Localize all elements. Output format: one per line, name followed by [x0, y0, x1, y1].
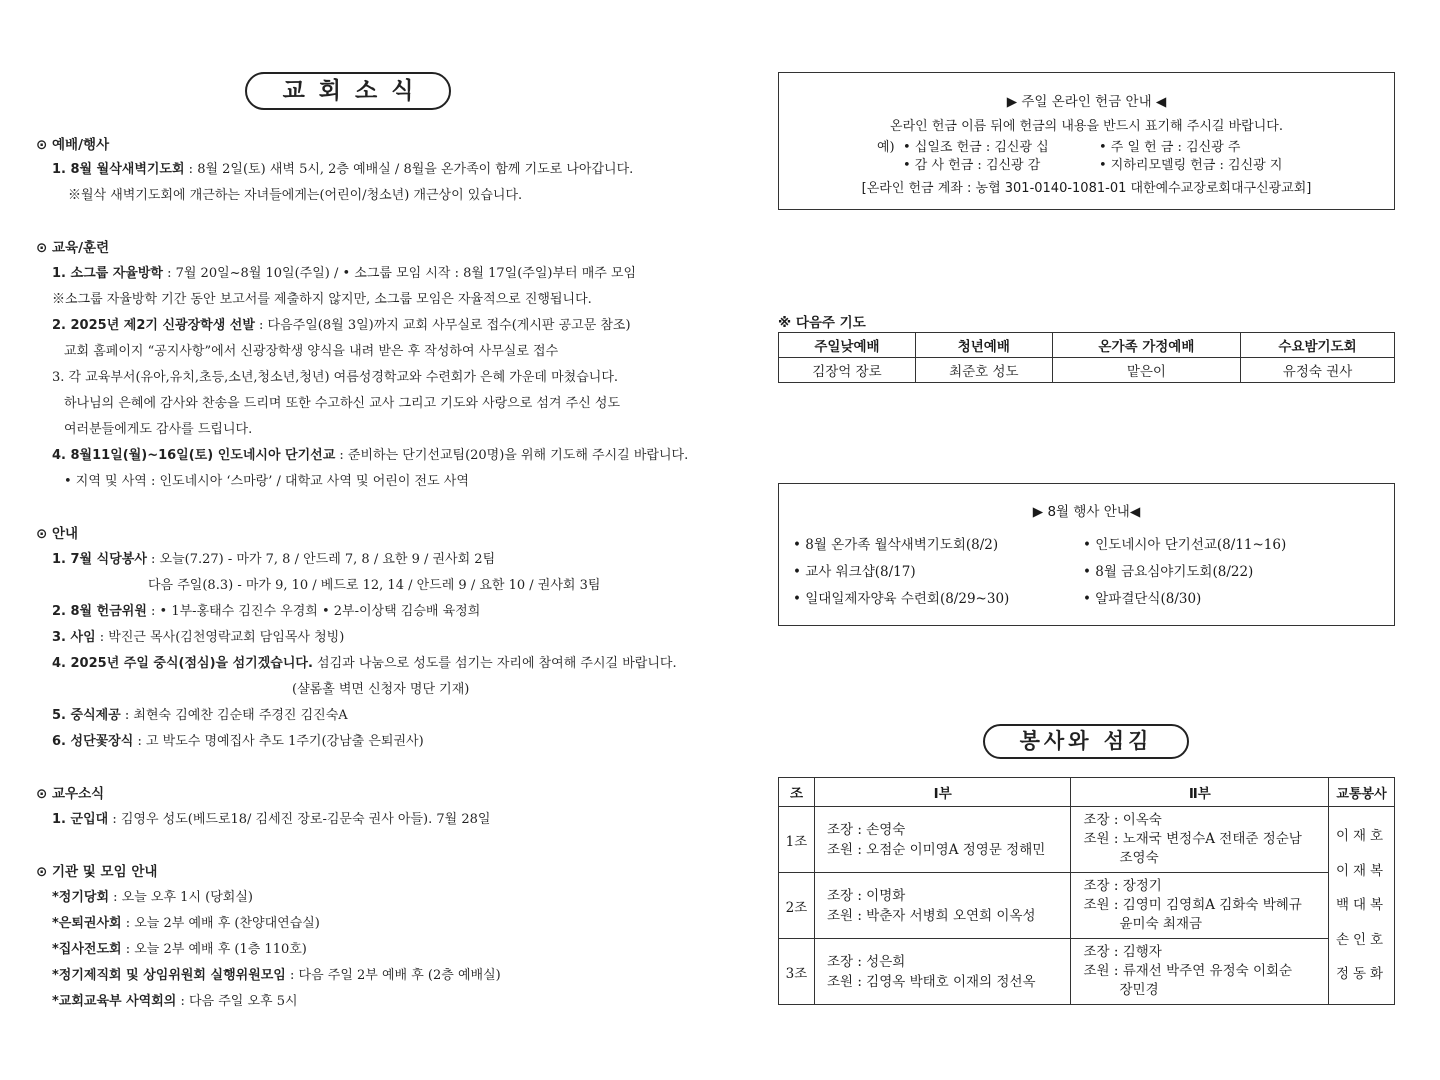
- prayer-value-row: [779, 358, 1395, 383]
- online-offering-example-1: • 십일조 헌금 : 김신광 십: [903, 140, 1049, 155]
- education-line-8: [52, 444, 688, 463]
- education-heading: ⊙ 교육/훈련: [36, 240, 110, 256]
- service-leader: 조장 : 이명화: [826, 887, 906, 904]
- orgs-line-4-label: *정기제직회 및 상임위원회 실행위원모임: [52, 968, 286, 983]
- service-part1-cell: [814, 873, 1071, 939]
- prayer-header-cell: 온가족 가정예배: [1052, 333, 1240, 358]
- notice-line-8-text: : 고 박도수 명예집사 추도 1주기(강남출 은퇴권사): [133, 734, 424, 749]
- worship-line-1-label: 1. 8월 월삭새벽기도회: [52, 162, 185, 177]
- prayer-value-cell: 맡은이: [1052, 358, 1240, 383]
- notice-line-3-label: 2. 8월 헌금위원: [52, 604, 147, 619]
- online-offering-box: [778, 72, 1395, 210]
- online-offering-title: ▶ 주일 온라인 헌금 안내 ◀: [1006, 94, 1167, 110]
- education-line-8-label: 4. 8월11일(월)~16일(토) 인도네시아 단기선교: [52, 448, 336, 463]
- event-item: • 교사 워크샵(8/17): [793, 564, 916, 580]
- notice-line-4-text: : 박진근 목사(김천영락교회 담임목사 청빙): [95, 630, 345, 645]
- traffic-volunteer: 이재복: [1335, 862, 1388, 879]
- orgs-line-2-label: *은퇴권사회: [52, 916, 122, 931]
- education-line-3-text: : 다음주일(8월 3일)까지 교회 사무실로 접수(게시판 공고문 참조): [254, 318, 631, 333]
- friends-line-1: [52, 808, 490, 827]
- service-group: 3조: [779, 939, 815, 1005]
- education-line-7: 여러분들에게도 감사를 드립니다.: [64, 422, 253, 437]
- prayer-header-cell: 주일낮예배: [779, 333, 916, 358]
- notice-line-8-label: 6. 성단꽃장식: [52, 734, 134, 749]
- service-part1-cell: [814, 939, 1071, 1005]
- notice-line-3: [52, 600, 480, 619]
- notice-line-1-label: 1. 7월 식당봉사: [52, 552, 147, 567]
- service-leader: 조장 : 장정기: [1083, 878, 1162, 894]
- friends-line-1-label: 1. 군입대: [52, 812, 109, 827]
- traffic-service-cell: [1329, 807, 1395, 1005]
- orgs-line-3-text: : 오늘 2부 예배 후 (1층 110호): [121, 942, 307, 957]
- education-line-1: [52, 262, 636, 281]
- service-members: 조원 : 노재국 변정수A 전태준 정순남: [1083, 831, 1302, 847]
- orgs-line-4: [52, 964, 501, 983]
- service-part2-cell: [1071, 939, 1329, 1005]
- education-line-3-label: 2. 2025년 제2기 신광장학생 선발: [52, 318, 255, 333]
- service-header-cell: 조: [779, 778, 815, 807]
- orgs-line-5: [52, 990, 298, 1009]
- service-leader: 조장 : 손영숙: [826, 821, 906, 838]
- orgs-line-1-label: *정기당회: [52, 890, 110, 905]
- service-row: [779, 807, 1395, 873]
- online-offering-example-4: • 지하리모델링 헌금 : 김신광 지: [1099, 158, 1283, 173]
- service-row: [779, 939, 1395, 1005]
- prayer-header-cell: 수요밤기도회: [1241, 333, 1395, 358]
- education-line-3: [52, 314, 631, 333]
- worship-line-2: ※월삭 새벽기도회에 개근하는 자녀들에게는(어린이/청소년) 개근상이 있습니다.: [68, 188, 523, 203]
- service-members: 조원 : 오점순 이미영A 정영문 정해민: [826, 841, 1046, 858]
- event-item: • 일대일제자양육 수련회(8/29~30): [793, 591, 1010, 607]
- service-members: 조원 : 박춘자 서병희 오연희 이옥성: [826, 907, 1036, 924]
- worship-heading: ⊙ 예배/행사: [36, 137, 110, 153]
- education-line-4: 교회 홈페이지 “공지사항”에서 신광장학생 양식을 내려 받은 후 작성하여 사무실로 접수: [64, 344, 559, 359]
- prayer-value-cell: 김장억 장로: [779, 358, 916, 383]
- service-leader: 조장 : 이옥숙: [1083, 812, 1162, 828]
- orgs-heading: ⊙ 기관 및 모임 안내: [36, 864, 158, 880]
- service-header-row: [779, 778, 1395, 807]
- notice-line-1: [52, 548, 495, 567]
- august-events-title: ▶ 8월 행사 안내◀: [1032, 504, 1141, 520]
- notice-line-2: 다음 주일(8.3) - 마가 9, 10 / 베드로 12, 14 / 안드레 9 / 요한 10 / 권사회 3팀: [148, 578, 601, 593]
- orgs-line-1-text: : 오늘 오후 1시 (당회실): [109, 890, 253, 905]
- notice-line-5-text: 섬김과 나눔으로 성도를 섬기는 자리에 참여해 주시길 바랍니다.: [312, 656, 677, 671]
- service-part2-cell: [1071, 807, 1329, 873]
- service-members-continued: 조영숙: [1119, 850, 1159, 866]
- education-line-9: • 지역 및 사역 : 인도네시아 ‘스마랑’ / 대학교 사역 및 어린이 전도 사역: [64, 474, 469, 489]
- church-news-title: 교회소식: [245, 72, 451, 110]
- education-line-2: ※소그룹 자율방학 기간 동안 보고서를 제출하지 않지만, 소그룹 모임은 자율적으로 진행됩니다.: [52, 292, 592, 307]
- event-item: • 8월 온가족 월삭새벽기도회(8/2): [793, 537, 999, 553]
- notice-line-3-text: : • 1부-홍태수 김진수 우경희 • 2부-이상택 김승배 육정희: [146, 604, 481, 619]
- service-members: 조원 : 김영미 김영희A 김화숙 박혜규: [1083, 897, 1302, 913]
- event-item: • 8월 금요심야기도회(8/22): [1083, 564, 1254, 580]
- orgs-line-3-label: *집사전도회: [52, 942, 122, 957]
- august-events-box: [778, 483, 1395, 626]
- orgs-line-3: [52, 938, 307, 957]
- worship-line-1: [52, 158, 633, 177]
- notice-line-6: (샬롬홀 벽면 신청자 명단 기재): [292, 682, 470, 697]
- service-leader: 조장 : 성은희: [826, 953, 906, 970]
- prayer-table: [778, 332, 1395, 383]
- orgs-line-5-label: *교회교육부 사역회의: [52, 994, 177, 1009]
- notice-line-7-label: 5. 중식제공: [52, 708, 121, 723]
- service-header-cell: 교통봉사: [1329, 778, 1395, 807]
- orgs-line-5-text: : 다음 주일 오후 5시: [176, 994, 298, 1009]
- education-line-1-label: 1. 소그룹 자율방학: [52, 266, 163, 281]
- service-members: 조원 : 류재선 박주연 유정숙 이회순: [1083, 963, 1293, 979]
- event-item: • 인도네시아 단기선교(8/11~16): [1083, 537, 1287, 553]
- notice-line-8: [52, 730, 424, 749]
- notice-line-4-label: 3. 사임: [52, 630, 96, 645]
- traffic-volunteer: 정동화: [1335, 966, 1388, 983]
- service-members-continued: 윤미숙 최재금: [1119, 916, 1203, 932]
- service-members-continued: 장민경: [1119, 982, 1159, 998]
- online-offering-account: [온라인 헌금 계좌 : 농협 301-0140-1081-01 대한예수교장로회대구신광교회]: [861, 181, 1312, 196]
- notice-line-1-text: : 오늘(7.27) - 마가 7, 8 / 안드레 7, 8 / 요한 9 / 권사회 2팀: [146, 552, 496, 567]
- prayer-header-cell: 청년예배: [915, 333, 1052, 358]
- orgs-line-4-text: : 다음 주일 2부 예배 후 (2층 예배실): [285, 968, 501, 983]
- orgs-line-2: [52, 912, 320, 931]
- orgs-line-1: [52, 886, 253, 905]
- friends-heading: ⊙ 교우소식: [36, 786, 105, 802]
- notice-line-7-text: : 최현숙 김예찬 김순태 주경진 김진숙A: [120, 708, 348, 723]
- service-table: [778, 777, 1395, 1005]
- prayer-title: ※ 다음주 기도: [778, 315, 866, 331]
- traffic-volunteer: 이재호: [1335, 828, 1388, 845]
- event-item: • 알파결단식(8/30): [1083, 591, 1202, 607]
- online-offering-example-2: • 주 일 헌 금 : 김신광 주: [1099, 140, 1241, 155]
- online-offering-example-label: 예): [877, 140, 895, 155]
- online-offering-example-3: • 감 사 헌금 : 김신광 감: [903, 158, 1041, 173]
- online-offering-desc: 온라인 헌금 이름 뒤에 헌금의 내용을 반드시 표기해 주시길 바랍니다.: [890, 119, 1283, 134]
- notice-line-4: [52, 626, 344, 645]
- service-members: 조원 : 김영옥 박태호 이재의 정선옥: [826, 973, 1036, 990]
- traffic-volunteer: 백대복: [1335, 897, 1388, 914]
- prayer-value-cell: 유정숙 권사: [1241, 358, 1395, 383]
- service-leader: 조장 : 김행자: [1083, 944, 1162, 960]
- notice-heading: ⊙ 안내: [36, 526, 79, 542]
- service-row: [779, 873, 1395, 939]
- service-header-cell: Ⅱ부: [1071, 778, 1329, 807]
- education-line-8-text: : 준비하는 단기선교팀(20명)을 위해 기도해 주시길 바랍니다.: [335, 448, 689, 463]
- traffic-volunteer: 손인호: [1335, 931, 1388, 948]
- service-group: 2조: [779, 873, 815, 939]
- orgs-line-2-text: : 오늘 2부 예배 후 (찬양대연습실): [121, 916, 320, 931]
- prayer-value-cell: 최준호 성도: [915, 358, 1052, 383]
- notice-line-5-label: 4. 2025년 주일 중식(점심)을 섬기겠습니다.: [52, 656, 313, 671]
- education-line-1-text: : 7월 20일~8월 10일(주일) / • 소그룹 모임 시작 : 8월 17일(주일)부터 매주 모임: [162, 266, 637, 281]
- service-group: 1조: [779, 807, 815, 873]
- service-part1-cell: [814, 807, 1071, 873]
- service-part2-cell: [1071, 873, 1329, 939]
- notice-line-5: [52, 652, 677, 671]
- service-title: 봉사와 섬김: [983, 724, 1189, 759]
- notice-line-7: [52, 704, 348, 723]
- friends-line-1-text: : 김영우 성도(베드로18/ 김세진 장로-김문숙 권사 아들). 7월 28일: [108, 812, 491, 827]
- worship-line-1-text: : 8월 2일(토) 새벽 5시, 2층 예배실 / 8월을 온가족이 함께 기도로 나아갑니다.: [184, 162, 634, 177]
- education-line-5: 3. 각 교육부서(유아,유치,초등,소년,청소년,청년) 여름성경학교와 수련회가 은혜 가운데 마쳤습니다.: [52, 370, 619, 385]
- prayer-header-row: [779, 333, 1395, 358]
- education-line-6: 하나님의 은혜에 감사와 찬송을 드리며 또한 수고하신 교사 그리고 기도와 사랑으로 섬겨 주신 성도: [64, 396, 621, 411]
- service-header-cell: Ⅰ부: [814, 778, 1071, 807]
